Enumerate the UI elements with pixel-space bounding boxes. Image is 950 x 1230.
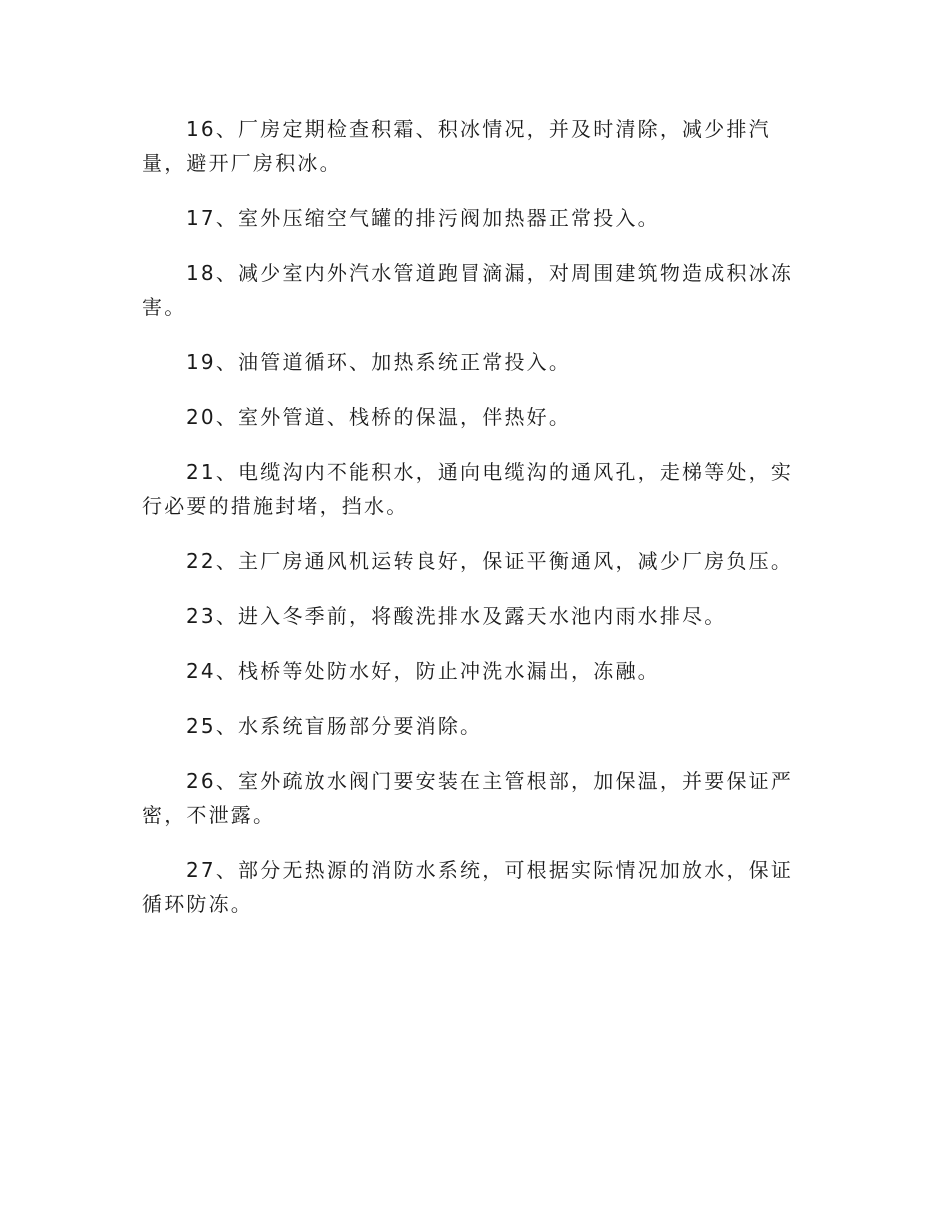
paragraph-16: 16、厂房定期检查积霜、积冰情况，并及时清除，减少排汽量，避开厂房积冰。 bbox=[142, 117, 771, 175]
document-body bbox=[142, 112, 802, 942]
paragraph-26: 26、室外疏放水阀门要安装在主管根部，加保温，并要保证严密，不泄露。 bbox=[142, 769, 794, 827]
paragraph-21: 21、电缆沟内不能积水，通向电缆沟的通风孔，走梯等处，实行必要的措施封堵，挡水。 bbox=[142, 460, 794, 518]
paragraph-17: 17、室外压缩空气罐的排污阀加热器正常投入。 bbox=[186, 206, 660, 230]
paragraph-22: 22、主厂房通风机运转良好，保证平衡通风，减少厂房负压。 bbox=[186, 549, 794, 573]
paragraph-25: 25、水系统盲肠部分要消除。 bbox=[186, 714, 483, 738]
paragraph-27: 27、部分无热源的消防水系统，可根据实际情况加放水，保证循环防冻。 bbox=[142, 858, 794, 916]
paragraph-24: 24、栈桥等处防水好，防止冲洗水漏出，冻融。 bbox=[186, 659, 660, 683]
paragraph-19: 19、油管道循环、加热系统正常投入。 bbox=[186, 350, 572, 374]
paragraph-23: 23、进入冬季前，将酸洗排水及露天水池内雨水排尽。 bbox=[186, 604, 727, 628]
paragraph-20: 20、室外管道、栈桥的保温，伴热好。 bbox=[186, 405, 572, 429]
paragraph-18: 18、减少室内外汽水管道跑冒滴漏，对周围建筑物造成积冰冻害。 bbox=[142, 261, 794, 319]
